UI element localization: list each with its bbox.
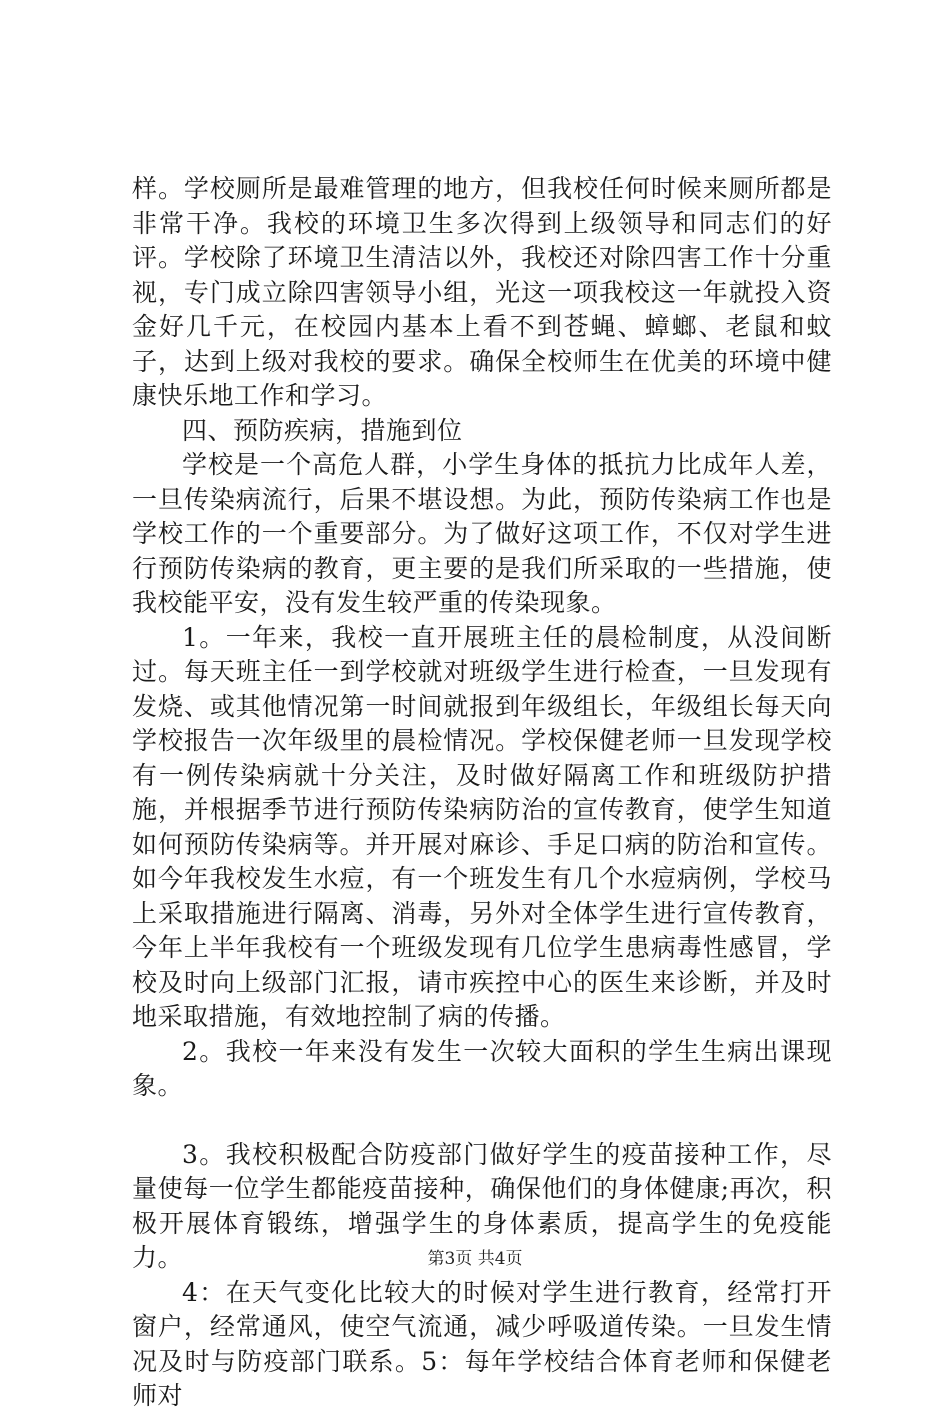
paragraph-intro: 学校是一个高危人群，小学生身体的抵抗力比成年人差，一旦传染病流行，后果不堪设想。为此，预防传染病工作也是学校工作的一个重要部分。为了做好这项工作，不仅对学生进行预防传染病的教育，更主要的是我们所采取的一些措施，使我校能平安，没有发生较严重的传染现象。 <box>132 450 832 617</box>
section-heading: 四、预防疾病，措施到位 <box>182 415 463 445</box>
paragraph-item-2: 2。我校一年来没有发生一次较大面积的学生生病出课现象。 <box>132 1036 832 1100</box>
paragraph-item-3: 3。我校积极配合防疫部门做好学生的疫苗接种工作，尽量使每一位学生都能疫苗接种，确保他们的身体健康;再次，积极开展体育锻练，增强学生的身体素质，提高学生的免疫能力。 <box>132 1139 832 1272</box>
paragraph-continuation: 样。学校厕所是最难管理的地方，但我校任何时候来厕所都是非常干净。我校的环境卫生多次得到上级领导和同志们的好评。学校除了环境卫生清洁以外，我校还对除四害工作十分重视，专门成立除四害领导小组，光这一项我校这一年就投入资金好几千元，在校园内基本上看不到苍蝇、蟑螂、老鼠和蚊子，达到上级对我校的要求。确保全校师生在优美的环境中健康快乐地工作和学习。 <box>132 174 832 410</box>
page-number-footer: 第3页 共4页 <box>427 1249 523 1269</box>
paragraph-item-4: 4：在天气变化比较大的时候对学生进行教育，经常打开窗户，经常通风，使空气流通，减少呼吸道传染。一旦发生情况及时与防疫部门联系。5：每年学校结合体育老师和保健老师对 <box>132 1277 832 1410</box>
paragraph-item-1: 1。一年来，我校一直开展班主任的晨检制度，从没间断过。每天班主任一到学校就对班级学生进行检查，一旦发现有发烧、或其他情况第一时间就报到年级组长，年级组长每天向学校报告一次年级里的晨检情况。学校保健老师一旦发现学校有一例传染病就十分关注，及时做好隔离工作和班级防护措施，并根据季节进行预防传染病防治的宣传教育，使学生知道如何预防传染病等。并开展对麻诊、手足口病的防治和宣传。如今年我校发生水痘，有一个班发生有几个水痘病例，学校马上采取措施进行隔离、消毒，另外对全体学生进行宣传教育，今年上半年我校有一个班级发现有几位学生患病毒性感冒，学校及时向上级部门汇报，请市疾控中心的医生来诊断，并及时地采取措施，有效地控制了病的传播。 <box>132 622 832 1031</box>
document-body <box>132 172 832 1414</box>
